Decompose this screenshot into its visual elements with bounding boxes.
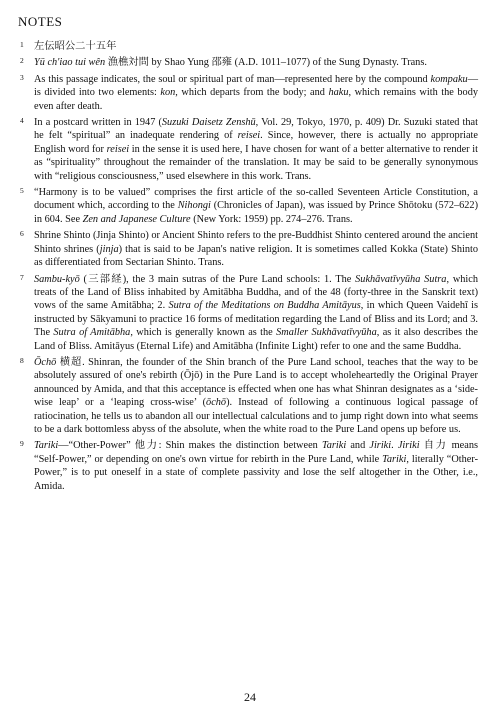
note-number: 7 — [20, 272, 24, 282]
note-9 — [16, 439, 478, 493]
note-text: 左伝昭公二十五年 — [34, 41, 117, 52]
note-number: 6 — [20, 229, 24, 239]
notes-list — [16, 40, 478, 493]
note-text: In a postcard written in 1947 (Suzuki Daisetz Zenshū, Vol. 29, Tokyo, 1970, p. 409) Dr. Suzuki stated that he felt “spiritual” an inadequate rendering of reisei. Since, however, there is actually no appropriate English word for reisei in the sense it is used here, I have chosen for want of a better alternative to render it as “spirituality” throughout the remainder of the translation. It may be said to be generally synonymous with “religious consciousness,” used elsewhere in this work. Trans. — [34, 117, 478, 182]
note-5 — [16, 186, 478, 226]
note-text: “Harmony is to be valued” comprises the first article of the so-called Seventeen Article Constitution, a document which, according to the Nihongi (Chronicles of Japan), was issued by Prince Shōtoku (572–622) in 604. See Zen and Japanese Culture (New York: 1959) pp. 274–276. Trans. — [34, 187, 478, 225]
note-text: Sambu-kyō (三部経), the 3 main sutras of the Pure Land schools: 1. The Sukhāvatīvyūha Sutra, which treats of the Land of Bliss inhabited by Amitābha Buddha, and of the 48 (forty-three in the Sanskrit text) vows of the same Amitābha; 2. Sutra of the Meditations on Buddha Amitāyus, in which Queen Vaidehī is instructed by Sākyamuni to practice 16 forms of meditation regarding the Land of Bliss and its Lord; and 3. The Sutra of Amitābha, which is generally known as the Smaller Sukhāvatīvyūha, as it also describes the Land of Bliss. Amitāyus (Eternal Life) and Amitābha (Infinite Light) refer to one and the same Buddha. — [34, 273, 479, 352]
note-2 — [16, 56, 478, 69]
note-number: 5 — [20, 186, 24, 196]
note-number: 9 — [20, 439, 24, 449]
note-number: 3 — [20, 72, 24, 82]
note-text: As this passage indicates, the soul or spiritual part of man—represented here by the compound kompaku—is divided into two elements: kon, which departs from the body; and haku, which remains with the body even after death. — [34, 73, 478, 112]
note-4 — [16, 116, 478, 183]
note-8 — [16, 356, 478, 436]
page-number: 24 — [244, 690, 256, 704]
note-number: 2 — [20, 56, 24, 66]
page-heading: NOTES — [18, 14, 63, 29]
note-6 — [16, 229, 478, 269]
note-7 — [16, 273, 478, 353]
note-3 — [16, 73, 478, 113]
note-text: Ōchō 横超. Shinran, the founder of the Shin branch of the Pure Land school, teaches that the way to be absolutely assured of one's rebirth (Ōjō) in the Pure Land is to accept wholeheartedly the Original Prayer announced by Amida, and that this acceptance is effected when one has what Shinran designates as a ‘side-wise leap’ or a ‘leaping cross-wise’ (ōchō). Instead of following a continuous logical passage of ratiocination, he tells us to abandon all our intellectual calculations and to jump right down into what seems to be a dark bottomless abyss of the absolute, when the white road to the Pure Land opens up before us. — [34, 356, 478, 435]
note-text: Tariki—“Other-Power” 他力: Shin makes the distinction between Tariki and Jiriki. Jiriki 自力 means “Self-Power,” or depending on one's own virtue for rebirth in the Pure Land, while Tariki, literally “Other-Power,” is to put oneself in a state of complete passivity and lose the self altogether in the Other, i.e., Amida. — [34, 440, 479, 492]
note-number: 8 — [20, 355, 24, 365]
note-number: 4 — [20, 116, 24, 126]
note-number: 1 — [20, 40, 24, 49]
note-text: Yü ch'iao tui wên 漁樵対問 by Shao Yung 邵雍 (A.D. 1011–1077) of the Sung Dynasty. Trans. — [34, 57, 427, 69]
note-1 — [16, 40, 478, 53]
note-text: Shrine Shinto (Jinja Shinto) or Ancient Shinto refers to the pre-Buddhist Shinto centered around the ancient Shinto shrines (jinja) that is said to be Japan's native religion. It is sometimes called Kokka (State) Shinto as differentiated from Sectarian Shinto. Trans. — [34, 230, 478, 269]
